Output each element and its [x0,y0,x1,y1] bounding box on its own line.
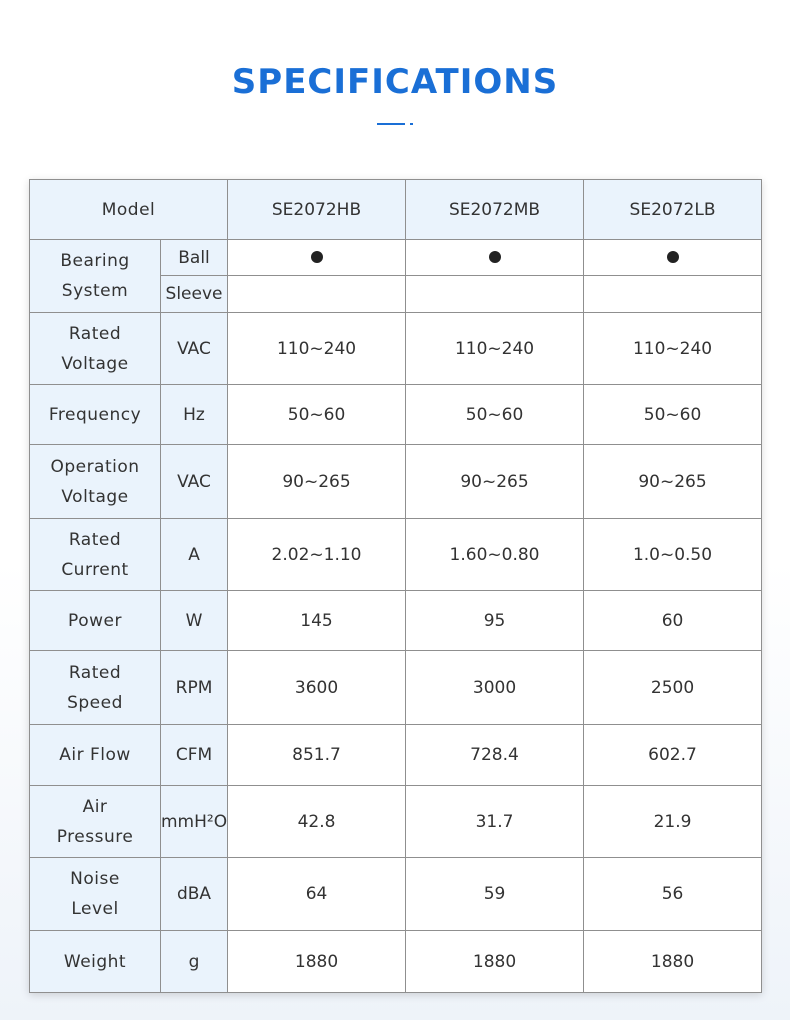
value-cell: 90~265 [584,445,762,519]
value-cell: 95 [406,591,584,651]
value-cell: 728.4 [406,725,584,786]
value-cell: 60 [584,591,762,651]
value-cell: 50~60 [406,385,584,445]
row-label-air-pressure [30,786,161,858]
unit-air-pressure: mmH²O [161,786,228,858]
table-row-noise-level [30,858,762,931]
value-cell: 50~60 [584,385,762,445]
value-cell: 56 [584,858,762,931]
unit-frequency: Hz [161,385,228,445]
value-cell: 2.02~1.10 [228,519,406,591]
value-cell: 3000 [406,651,584,725]
bearing-ball-mark [228,240,406,276]
row-label-bearing-system [30,240,161,313]
row-label-rated-current [30,519,161,591]
table-row-weight [30,931,762,993]
value-cell: 2500 [584,651,762,725]
table-row-operation-voltage [30,445,762,519]
value-cell: 145 [228,591,406,651]
table-row-bearing-ball [30,240,762,276]
bearing-sleeve-mark [406,276,584,313]
table-row-rated-current [30,519,762,591]
row-label-line: Voltage [61,353,129,374]
value-cell: 851.7 [228,725,406,786]
row-label-line: Voltage [61,486,129,507]
row-label-line: System [61,281,129,301]
table-row-rated-speed [30,651,762,725]
unit-rated-voltage: VAC [161,313,228,385]
value-cell: 90~265 [406,445,584,519]
value-cell: 110~240 [584,313,762,385]
row-label-air-flow [30,725,161,786]
unit-rated-speed: RPM [161,651,228,725]
bearing-sleeve-mark [228,276,406,313]
filled-dot-icon [667,251,679,263]
table-header-row [30,180,762,240]
unit-power: W [161,591,228,651]
row-label-line: Speed [67,692,123,713]
page-title: SPECIFICATIONS [231,62,559,102]
row-label-line: Operation [50,456,140,477]
unit-noise-level: dBA [161,858,228,931]
value-cell: 110~240 [228,313,406,385]
row-label-line: Rated [68,323,122,344]
table-row-power [30,591,762,651]
value-cell: 1880 [406,931,584,993]
value-cell: 1.0~0.50 [584,519,762,591]
row-label-line: Current [61,559,129,580]
specifications-table [29,179,762,993]
model-se2072hb: SE2072HB [228,180,406,240]
row-label-line: Air Flow [59,745,131,765]
unit-air-flow: CFM [161,725,228,786]
title-underline [377,123,405,125]
filled-dot-icon [489,251,501,263]
unit-weight: g [161,931,228,993]
row-label-line: Level [71,899,119,919]
value-cell: 64 [228,858,406,931]
filled-dot-icon [311,251,323,263]
row-label-line: Weight [63,951,127,972]
row-label-line: Air [82,796,108,817]
row-label-operation-voltage [30,445,161,519]
bearing-ball-mark [584,240,762,276]
unit-sleeve: Sleeve [161,276,228,313]
value-cell: 31.7 [406,786,584,858]
table-row-rated-voltage [30,313,762,385]
value-cell: 1.60~0.80 [406,519,584,591]
row-label-line: Rated [68,662,122,683]
row-label-line: Noise [70,869,120,889]
row-label-frequency [30,385,161,445]
row-label-rated-voltage [30,313,161,385]
row-label-noise-level [30,858,161,931]
value-cell: 110~240 [406,313,584,385]
row-label-line: Pressure [56,826,134,847]
value-cell: 602.7 [584,725,762,786]
value-cell: 50~60 [228,385,406,445]
table-row-frequency [30,385,762,445]
table-row-air-pressure [30,786,762,858]
row-label-line: Bearing [60,251,130,271]
model-label: Model [30,180,228,240]
unit-operation-voltage: VAC [161,445,228,519]
bearing-sleeve-mark [584,276,762,313]
row-label-power [30,591,161,651]
row-label-line: Frequency [48,404,142,425]
model-se2072mb: SE2072MB [406,180,584,240]
row-label-line: Rated [68,529,122,550]
value-cell: 21.9 [584,786,762,858]
table-row-air-flow [30,725,762,786]
value-cell: 3600 [228,651,406,725]
value-cell: 90~265 [228,445,406,519]
row-label-line: Power [68,610,122,631]
title-underline-dot [410,123,413,125]
unit-ball: Ball [161,240,228,276]
row-label-weight [30,931,161,993]
value-cell: 59 [406,858,584,931]
value-cell: 42.8 [228,786,406,858]
value-cell: 1880 [228,931,406,993]
value-cell: 1880 [584,931,762,993]
unit-rated-current: A [161,519,228,591]
model-se2072lb: SE2072LB [584,180,762,240]
bearing-ball-mark [406,240,584,276]
row-label-rated-speed [30,651,161,725]
